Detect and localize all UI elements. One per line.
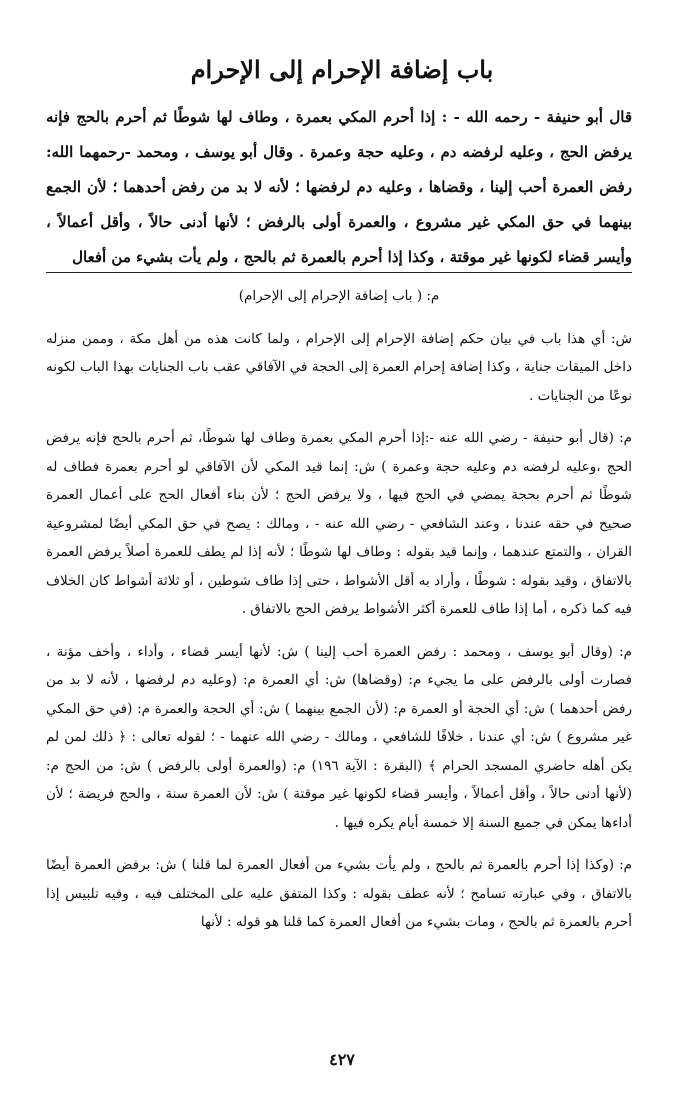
chapter-title: باب إضافة الإحرام إلى الإحرام	[190, 55, 494, 84]
commentary	[46, 282, 632, 937]
commentary-paragraph: ش: أي هذا باب في بيان حكم إضافة الإحرام إلى الإحرام ، ولما كانت هذه من أهل مكة ، وممن منزله داخل الميقات جناية ، وكذا إضافة إحرام العمرة إلى الحجة في الآفاقي عقب باب الجنايات بهذا الباب لكونه نوعًا من الجنايات .	[46, 330, 632, 404]
page-number: ٤٢٧	[329, 1050, 355, 1069]
main-text: قال أبو حنيفة - رحمه الله - : إذا أحرم المكي بعمرة ، وطاف لها شوطًا ثم أحرم بالحج فإنه يرفض الحج ، وعليه لرفضه دم ، وعليه حجة وعمرة . وقال أبو يوسف ، ومحمد -رحمهما الله: رفض العمرة أحب إلينا ، وقضاها ، وعليه دم لرفضها ؛ لأنه لا بد من رفض أحدهما ؛ لأن الجمع بينهما في حق المكي غير مشروع ، والعمرة أولى بالرفض ؛ لأنها أدنى حالاً ، وأقل أعمالاً ، وأيسر قضاء لكونها غير موقتة ، وكذا إذا أحرم بالعمرة ثم بالحج ، ولم يأت بشيء من أفعال	[46, 108, 632, 266]
commentary-heading: م: ( باب إضافة الإحرام إلى الإحرام)	[238, 288, 440, 304]
commentary-paragraph: م: (قال أبو حنيفة - رضي الله عنه -:إذا أحرم المكي بعمرة وطاف لها شوطًا، ثم أحرم بالحج فإنه يرفض الحج ،وعليه لرفضه دم وعليه حجة وعمرة ) ش: إنما قيد المكي لأن الآفاقي لو أحرم بعمرة فطاف له شوطًا ثم أحرم بحجة يمضي في الحج فيها ، ولا يرفض الحج ؛ لأن بناء أفعال الحج على أعمال العمرة صحيح في حقه عندنا ، وعند الشافعي - رضي الله عنه - ، ومالك : يصح في حق المكي أيضًا لمشروعية القران ، والتمتع عندهما ، وإنما قيد بقوله : وطاف لها شوطًا ؛ لأنه إذا لم يطف للعمرة أصلاً يرفض العمرة بالاتفاق ، وقيد بقوله : شوطًا ، وأراد به أقل الأشواط ، حتى إذا طاف شوطين ، أو ثلاثة أشواط كان الخلاف فيه كما ذكره ، أما إذا طاف للعمرة أكثر الأشواط يرفض الحج بالاتفاق .	[46, 430, 632, 617]
commentary-paragraph: م: (وقال أبو يوسف ، ومحمد : رفض العمرة أحب إلينا ) ش: لأنها أيسر قضاء ، وأداء ، وأخف مؤنة ، فصارت أولى بالرفض على ما يجيء م: (وقضاها) ش: أي العمرة م: (وعليه دم لرفضها ، لأنه لا بد من رفض أحدهما ) ش: أي الحجة أو العمرة م: (لأن الجمع بينهما ) ش: أي الحجة والعمرة م: (في حق المكي غير مشروع ) ش: أي عندنا ، خلافًا للشافعي ، ومالك - رضي الله عنهما - ؛ لقوله تعالى : ﴿ ذلك لمن لم يكن أهله حاضري المسجد الحرام ﴾ (البقرة : الآية ١٩٦) م: (والعمرة أولى بالرفض ) ش: من الحج م: (لأنها أدنى حالاً ، وأقل أعمالاً ، وأيسر قضاء لكونها غير موقتة ) ش: لأن العمرة سنة ، والحج فريضة ؛ لأن أداءها يمكن في جميع السنة إلا خمسة أيام يكره فيها .	[46, 643, 632, 831]
commentary-paragraph: م: (وكذا إذا أحرم بالعمرة ثم بالحج ، ولم يأت بشيء من أفعال العمرة لما قلنا ) ش: برفض العمرة أيضًا بالاتفاق ، وفي عبارته تسامح ؛ لأنه عطف بقوله : وكذا المتفق عليه على المختلف فيه ، وفيه تلبيس إذا أحرم بالعمرة ثم بالحج ، ومات بشيء من أفعال العمرة كما قلنا هو قوله : لأنها	[46, 857, 632, 930]
text-divider	[46, 272, 632, 273]
